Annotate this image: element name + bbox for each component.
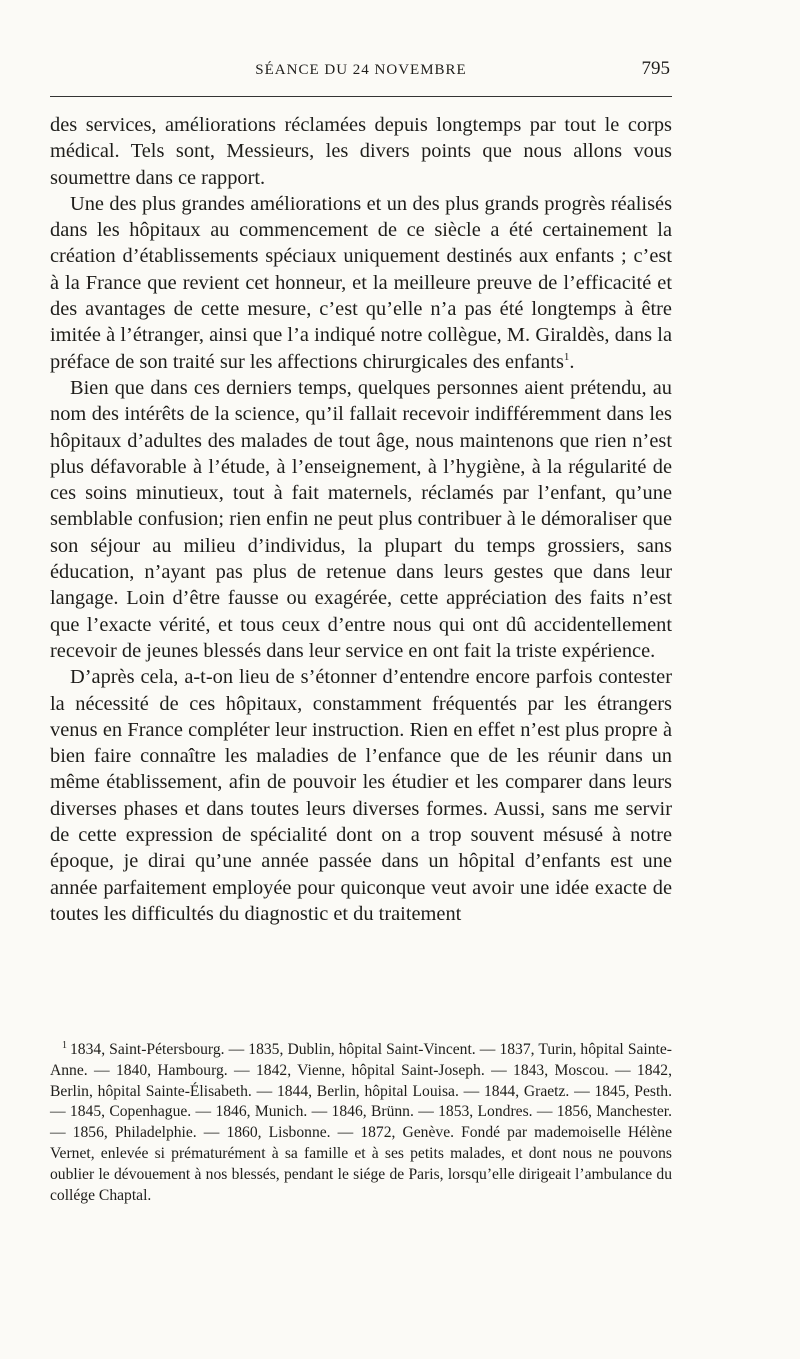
running-title: SÉANCE DU 24 NOVEMBRE	[255, 62, 467, 78]
paragraph-1: des services, améliorations réclamées depuis longtemps par tout le corps médical. Tels sont, Messieurs, les divers points que nous allons vous soumettre dans ce rapport.	[50, 114, 672, 189]
header-rule	[50, 96, 672, 97]
paragraph-2	[50, 191, 672, 375]
book-page	[50, 0, 672, 1359]
page-number: 795	[641, 58, 670, 79]
footnotes	[50, 1040, 672, 1206]
footnote-text: 1834, Saint-Pétersbourg. — 1835, Dublin, hôpital Saint-Vincent. — 1837, Turin, hôpital Sainte-Anne. — 1840, Hambourg. — 1842, Vienne, hôpital Saint-Joseph. — 1843, Moscou. — 1842, Berlin, hôpital Sainte-Élisabeth. — 1844, Berlin, hôpital Louisa. — 1844, Graetz. — 1845, Pesth. — 1845, Copenhague. — 1846, Munich. — 1846, Brünn. — 1853, Londres. — 1856, Manchester. — 1856, Philadelphie. — 1860, Lisbonne. — 1872, Genève. Fondé par mademoiselle Hélène Vernet, enlevée si prématurément à sa famille et à ses petits malades, et dont nous ne pouvons oublier le dévouement à nos blessés, pendant le siége de Paris, lorsqu’elle dirigeait l’ambulance du collége Chaptal.	[50, 1041, 672, 1204]
paragraph-3: Bien que dans ces derniers temps, quelques personnes aient prétendu, au nom des intérêts de la science, qu’il fallait recevoir indifféremment dans les hôpitaux d’adultes des malades de tout âge, nous maintenons que rien n’est plus défavorable à l’étude, à l’enseignement, à l’hygiène, à la régularité de ces soins minutieux, tout à fait maternels, réclamés par l’enfant, qu’une semblable confusion; rien enfin ne peut plus contribuer à le démoraliser que son séjour au milieu d’individus, la plupart du temps grossiers, sans éducation, n’ayant pas plus de retenue dans leurs gestes que dans leur langage. Loin d’être fausse ou exagérée, cette appréciation des faits n’est que l’exacte vérité, et tous ceux d’entre nous qui ont dû accidentellement recevoir de jeunes blessés dans leur service en ont fait la triste expérience.	[50, 376, 672, 662]
running-header	[50, 58, 672, 86]
body-text	[50, 112, 672, 927]
paragraph-2-text: Une des plus grandes améliorations et un des plus grands progrès réalisés dans les hôpitaux au commencement de ce siècle a été certainement la création d’établissements spéciaux uniquement destinés aux enfants ; c’est à la France que revient cet honneur, et la meilleure preuve de l’efficacité et des avantages de cette mesure, c’est qu’elle n’a pas été longtemps à être imitée à l’étranger, ainsi que l’a indiqué notre collègue, M. Giraldès, dans la préface de son traité sur les affections chirurgicales des enfants	[50, 192, 672, 373]
footnote-1	[50, 1040, 672, 1206]
paragraph-2-end: .	[569, 350, 575, 373]
footnote-mark: 1	[62, 1039, 67, 1051]
paragraph-4: D’après cela, a-t-on lieu de s’étonner d’entendre encore parfois contester la nécessité de ces hôpitaux, constamment fréquentés par les étrangers venus en France compléter leur instruction. Rien en effet n’est plus propre à bien faire connaître les maladies de l’enfance que de les réunir dans un même établissement, afin de pouvoir les étudier et les comparer dans leurs diverses phases et dans toutes leurs diverses formes. Aussi, sans me servir de cette expression de spécialité dont on a trop souvent mésusé à notre époque, je dirai qu’une année passée dans un hôpital d’enfants est une année parfaitement employée pour quiconque veut avoir une idée exacte de toutes les difficultés du diagnostic et du traitement	[50, 666, 672, 925]
footnote-reference: 1	[563, 350, 570, 363]
